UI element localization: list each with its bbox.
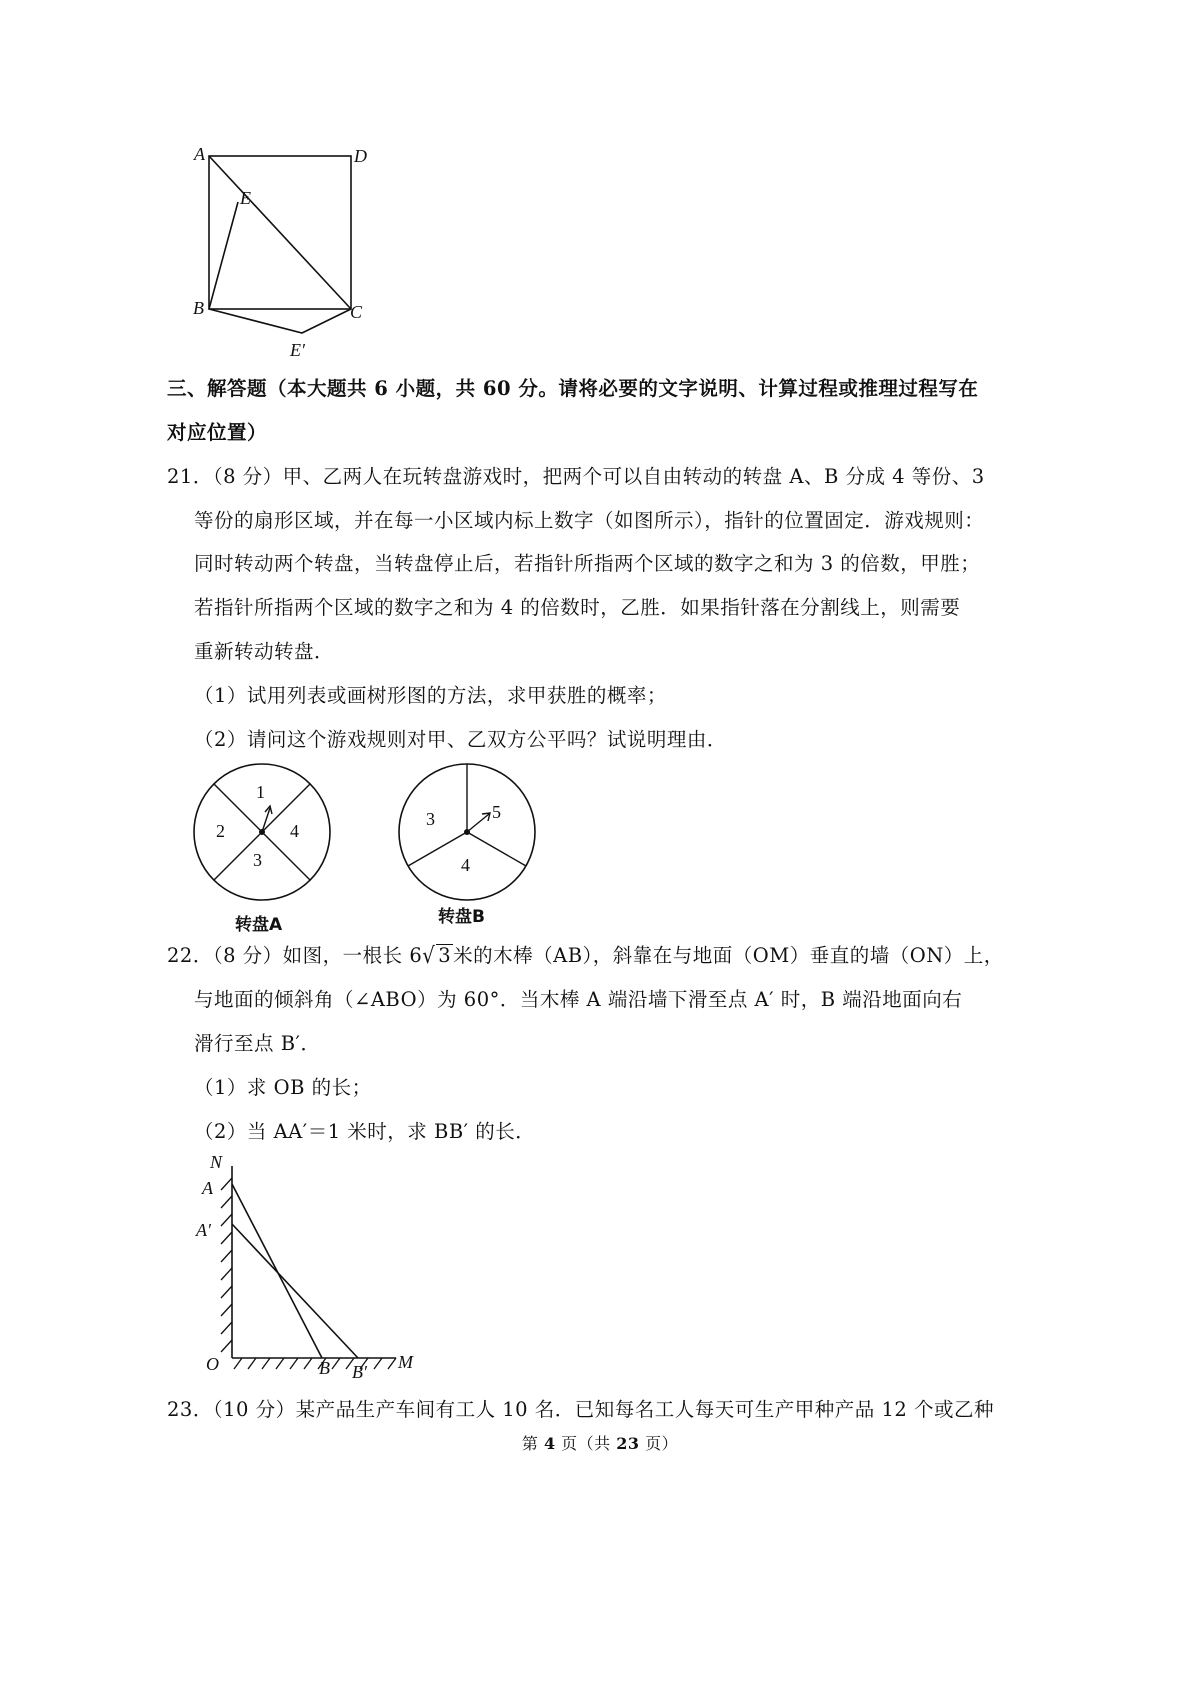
spinner-b-caption: 转盘B	[438, 907, 485, 927]
label-b: B	[193, 298, 204, 318]
q22-sub1: （1）求 OB 的长；	[194, 1076, 372, 1099]
section-heading: 三、解答题（本大题共 6 小题，共 60 分。请将必要的文字说明、计算过程或推理过程写在	[167, 377, 979, 400]
q21-line4: 若指针所指两个区域的数字之和为 4 的倍数时，乙胜．如果指针落在分割线上，则需要	[194, 596, 961, 619]
q21-line3: 同时转动两个转盘，当转盘停止后，若指针所指两个区域的数字之和为 3 的倍数，甲胜；	[194, 552, 981, 575]
spinner-b-num-4: 4	[461, 855, 470, 875]
spinner-a-caption: 转盘A	[235, 915, 283, 935]
stick-a-prime-b-prime	[232, 1224, 358, 1358]
spinner-a-num-3: 3	[253, 850, 262, 870]
spinner-a-num-2: 2	[216, 821, 225, 841]
page-footer	[0, 1430, 1200, 1458]
spinner-b-num-5: 5	[492, 802, 501, 822]
q22-sub2: （2）当 AA′＝1 米时，求 BB′ 的长．	[194, 1120, 536, 1143]
label-a: A	[194, 144, 205, 164]
footer-suffix: 页）	[639, 1434, 679, 1453]
ground-hatching	[234, 1358, 396, 1369]
q22-line1	[167, 942, 1004, 970]
label-a: A	[202, 1178, 213, 1198]
q22-radicand: 3	[438, 944, 452, 967]
label-n: N	[210, 1152, 223, 1172]
q22-line1-suffix: 米的木棒（AB），斜靠在与地面（OM）垂直的墙（ON）上，	[453, 944, 1004, 967]
q23-line1: 23．（10 分）某产品生产车间有工人 10 名．已知每名工人每天可生产甲种产品 12 个或乙种	[167, 1398, 994, 1421]
label-e-prime: E′	[290, 340, 305, 360]
label-d: D	[354, 146, 367, 166]
q21-line2: 等份的扇形区域，并在每一小区域内标上数字（如图所示），指针的位置固定．游戏规则：	[194, 509, 985, 532]
spinner-b	[395, 762, 545, 942]
q21-sub2: （2）请问这个游戏规则对甲、乙双方公平吗？试说明理由．	[194, 728, 727, 751]
section-heading-cont: 对应位置）	[167, 421, 268, 444]
spinner-b-pointer	[467, 814, 489, 832]
spinner-b-num-3: 3	[426, 809, 435, 829]
wall-hatching	[221, 1178, 232, 1352]
spinner-a	[190, 762, 340, 942]
label-a-prime: A′	[196, 1220, 211, 1240]
q21-line1: 21．（8 分）甲、乙两人在玩转盘游戏时，把两个可以自由转动的转盘 A、B 分成 4 等份、3	[167, 465, 985, 488]
label-b-prime: B′	[352, 1362, 367, 1382]
ladder-figure	[190, 1148, 430, 1388]
q21-line5: 重新转动转盘．	[194, 640, 335, 663]
label-m: M	[398, 1352, 413, 1372]
triangle-b-eprime-c	[209, 309, 351, 333]
q22-line1-prefix: 22．（8 分）如图，一根长 6	[167, 944, 423, 967]
label-b: B	[319, 1358, 330, 1378]
footer-page-number: 4	[543, 1434, 556, 1453]
segment-be	[209, 202, 238, 309]
q22-line2: 与地面的倾斜角（∠ABO）为 60°．当木棒 A 端沿墙下滑至点 A′ 时，B 端沿地面向右	[194, 988, 963, 1011]
radical-sign: √	[422, 942, 436, 969]
q21-sub1: （1）试用列表或画树形图的方法，求甲获胜的概率；	[194, 684, 667, 707]
spinner-a-num-4: 4	[290, 821, 299, 841]
square-figure	[190, 140, 390, 370]
spinner-a-num-1: 1	[256, 782, 265, 802]
label-c: C	[350, 302, 363, 322]
label-o: O	[206, 1354, 219, 1374]
label-e: E	[240, 188, 251, 208]
footer-total-pages: 23	[616, 1434, 640, 1453]
q22-line3: 滑行至点 B′．	[194, 1032, 321, 1055]
footer-prefix: 第	[521, 1434, 544, 1453]
footer-middle: 页（共	[555, 1434, 617, 1453]
